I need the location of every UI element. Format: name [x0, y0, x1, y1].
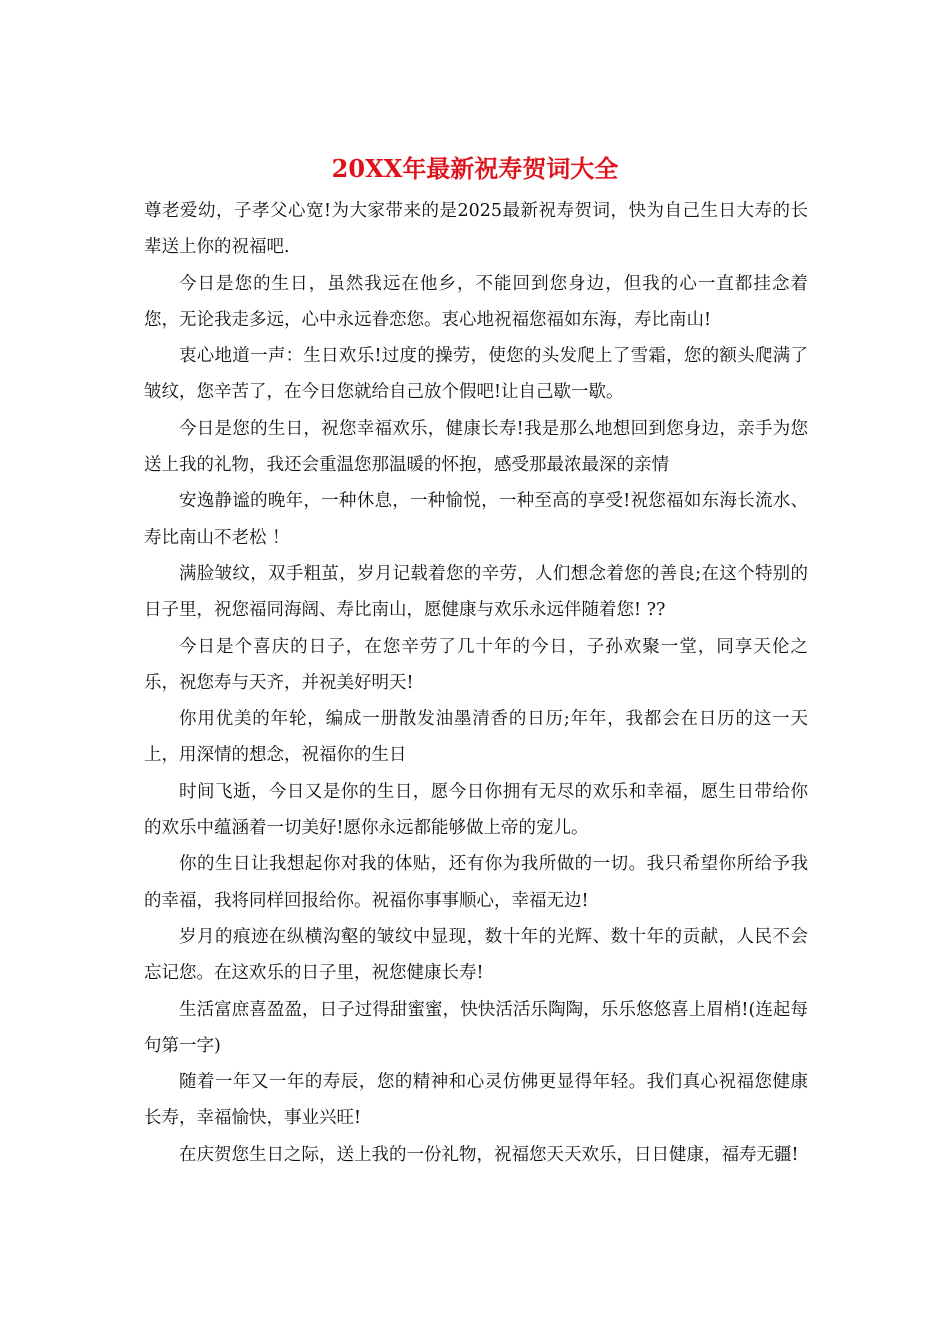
paragraph: 今日是个喜庆的日子，在您辛劳了几十年的今日，子孙欢聚一堂，同享天伦之乐，祝您寿与天齐，并祝美好明天! [144, 636, 808, 693]
paragraph: 随着一年又一年的寿辰，您的精神和心灵仿佛更显得年轻。我们真心祝福您健康长寿，幸福愉快，事业兴旺! [144, 1072, 808, 1129]
document-title: 20XX年最新祝寿贺词大全 [331, 154, 619, 183]
document-body [144, 193, 808, 1173]
paragraph: 你用优美的年轮，编成一册散发油墨清香的日历;年年，我都会在日历的这一天上，用深情的想念，祝福你的生日 [144, 709, 808, 766]
paragraph: 时间飞逝，今日又是你的生日，愿今日你拥有无尽的欢乐和幸福，愿生日带给你的欢乐中蕴涵着一切美好!愿你永远都能够做上帝的宠儿。 [144, 781, 808, 839]
paragraph: 你的生日让我想起你对我的体贴，还有你为我所做的一切。我只希望你所给予我的幸福，我将同样回报给你。祝福你事事顺心，幸福无边! [144, 854, 808, 911]
paragraph: 安逸静谧的晚年，一种休息，一种愉悦，一种至高的享受!祝您福如东海长流水、寿比南山不老松 ！ [144, 491, 808, 548]
paragraph-intro: 尊老爱幼，子孝父心宽!为大家带来的是2025最新祝寿贺词，快为自己生日大寿的长辈送上你的祝福吧. [144, 201, 808, 258]
paragraph: 衷心地道一声：生日欢乐!过度的操劳，使您的头发爬上了雪霜，您的额头爬满了皱纹，您辛苦了，在今日您就给自己放个假吧!让自己歇一歇。 [144, 346, 808, 403]
paragraph: 今日是您的生日，祝您幸福欢乐，健康长寿!我是那么地想回到您身边，亲手为您送上我的礼物，我还会重温您那温暖的怀抱，感受那最浓最深的亲情 [144, 418, 808, 476]
paragraph: 今日是您的生日，虽然我远在他乡，不能回到您身边，但我的心一直都挂念着您，无论我走多远，心中永远眷恋您。衷心地祝福您福如东海，寿比南山! [144, 273, 808, 330]
paragraph: 岁月的痕迹在纵横沟壑的皱纹中显现，数十年的光辉、数十年的贡献，人民不会忘记您。在这欢乐的日子里，祝您健康长寿! [144, 926, 808, 984]
paragraph: 在庆贺您生日之际，送上我的一份礼物，祝福您天天欢乐，日日健康，福寿无疆! [179, 1144, 799, 1165]
paragraph: 满脸皱纹，双手粗茧，岁月记载着您的辛劳，人们想念着您的善良;在这个特别的日子里，祝您福同海阔、寿比南山，愿健康与欢乐永远伴随着您! ?? [144, 563, 808, 621]
paragraph: 生活富庶喜盈盈，日子过得甜蜜蜜，快快活活乐陶陶，乐乐悠悠喜上眉梢!(连起每句第一字) [144, 999, 808, 1056]
